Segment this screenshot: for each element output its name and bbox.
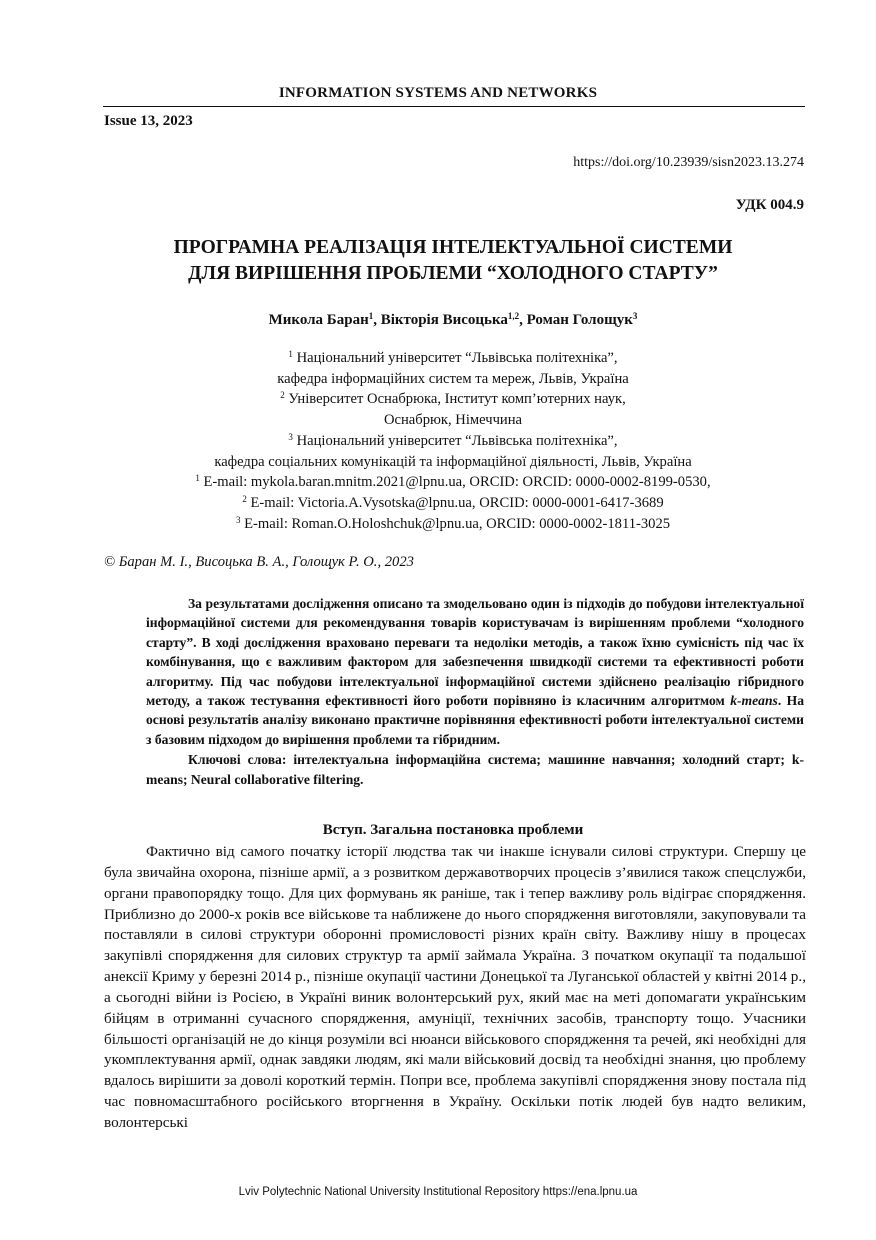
author-name: Роман Голощук [526,312,633,328]
body-paragraph: Фактично від самого початку історії людства так чи інакше існували силові структури. Спершу це була звичайна охорона, пізніше армії, а з розвитком державотворчих процесів з’явилися також спецслужби, органи правопорядку тощо. Для цих формувань як раніше, так і тепер важливу роль відіграє спорядження. Приблизно до 2000-х років все військове та наближене до нього спорядження виготовляли, закуповували та поставляли в силові структури оборонні промисловості різних країн світу. Важливу нішу в процесах закупівлі спорядження для силових структур та армії займала Україна. З початком окупації та подальшої анексії Криму у березні 2014 р., пізніше окупації частини Донецької та Луганської областей у квітні 2014 р., а сьогодні війни із Росією, в Україні виник волонтерський рух, який має на меті допомагати українським бійцям в отриманні сучасного спорядження, амуніції, технічних засобів, транспорту тощо. Учасники більшості організацій не до кінця розуміли всі нюанси військового спорядження та речей, які необхідні для укомплектування армії, однак завдяки людям, які мали військовий досвід та необхідні знання, цю проблему вдалось вирішити за доволі короткий термін. Попри все, проблема закупівлі спорядження знову постала під час повномасштабного російського вторгнення в Україну. Оскільки потік людей був надто великим, волонтерські [104,843,806,1131]
affiliation-block [0,348,876,534]
author-affiliation-mark: 3 [632,311,638,321]
keywords: Ключові слова: інтелектуальна інформаційна система; машинне навчання; холодний старт; k-means; Neural collaborative filtering. [146,752,804,787]
affiliation-text: Університет Оснабрюка, Інститут комп’ютерних наук, [284,391,626,408]
affiliation-line [0,452,876,473]
affiliation-text: кафедра соціальних комунікацій та інформаційної діяльності, Львів, Україна [214,453,692,470]
copyright-notice: © Баран М. І., Висоцька В. А., Голощук Р. О., 2023 [104,554,414,570]
email-text: E-mail: Victoria.A.Vysotska@lpnu.ua, ORCID: 0000-0001-6417-3689 [246,494,664,511]
affiliation-text: Національний університет “Львівська політехніка”, [292,432,618,449]
email-line [0,472,876,493]
author-affiliation-mark: 1 [368,311,374,321]
paper-title [0,235,876,287]
email-text: E-mail: mykola.baran.mnitm.2021@lpnu.ua, ORCID: ORCID: 0000-0002-8199-0530, [199,474,711,491]
abstract-part: За результатами дослідження описано та змодельовано один із підходів до побудови інтелектуальної інформаційної системи для рекомендування товарів користувачам із вирішенням проблеми “холодного старту”. В ході дослідження враховано переваги та недоліки методів, а також їхню сумісність під час їх комбінування, що є важливим фактором для забезпечення швидкодії системи та ефективності роботи алгоритму. Під час побудови інтелектуальної інформаційної системи здійснено реалізацію гібридного методу, а також тестування ефективності його роботи порівняно із класичним алгоритмом [146,596,804,709]
author-separator: , [373,312,381,328]
author-name: Вікторія Висоцька [380,312,508,328]
affiliation-text: кафедра інформаційних систем та мереж, Львів, Україна [277,370,629,387]
affiliation-mark: 1 [195,473,200,484]
paper-title-line-2: ДЛЯ ВИРІШЕННЯ ПРОБЛЕМИ “ХОЛОДНОГО СТАРТУ” [188,263,718,284]
author-affiliation-mark: 1,2 [507,311,520,321]
abstract-text [146,594,804,749]
affiliation-text: Оснабрюк, Німеччина [383,412,523,429]
affiliation-line [0,431,876,452]
affiliation-line [0,389,876,410]
author-name: Микола Баран [268,312,369,328]
repository-footer: Lviv Polytechnic National University Institutional Repository https://ena.lpnu.ua [238,1186,638,1198]
affiliation-mark: 1 [288,349,293,359]
abstract-block [146,594,804,789]
affiliation-line [0,369,876,390]
abstract-part: . На основі результатів аналізу виконано практичне порівняння ефективності роботи інтелектуальної системи з базовим підходом до вирішення проблеми та гібридним. [146,693,804,747]
email-line [0,514,876,535]
udc-code: УДК 004.9 [735,197,804,213]
affiliation-mark: 2 [280,390,285,401]
abstract-italic: k-means [730,693,778,709]
author-separator: , [519,312,527,328]
doi-link[interactable]: https://doi.org/10.23939/sisn2023.13.274 [573,155,804,170]
affiliation-mark: 3 [288,431,293,442]
email-line [0,493,876,514]
body-text-block [104,842,806,1134]
paper-title-line-1: ПРОГРАМНА РЕАЛІЗАЦІЯ ІНТЕЛЕКТУАЛЬНОЇ СИСТЕМИ [173,237,733,258]
affiliation-line [0,410,876,431]
affiliation-line [0,348,876,369]
affiliation-text: Національний університет “Львівська політехніка”, [292,350,618,366]
affiliation-mark: 2 [242,493,247,504]
issue-number: Issue 13, 2023 [104,113,193,129]
email-text: E-mail: Roman.O.Holoshchuk@lpnu.ua, ORCID: 0000-0002-1811-3025 [240,515,671,532]
affiliation-mark: 3 [235,514,241,525]
author-list [0,312,876,329]
section-heading: Вступ. Загальна постановка проблеми [322,822,584,838]
header-rule [103,106,805,107]
journal-title: INFORMATION SYSTEMS AND NETWORKS [278,85,598,101]
